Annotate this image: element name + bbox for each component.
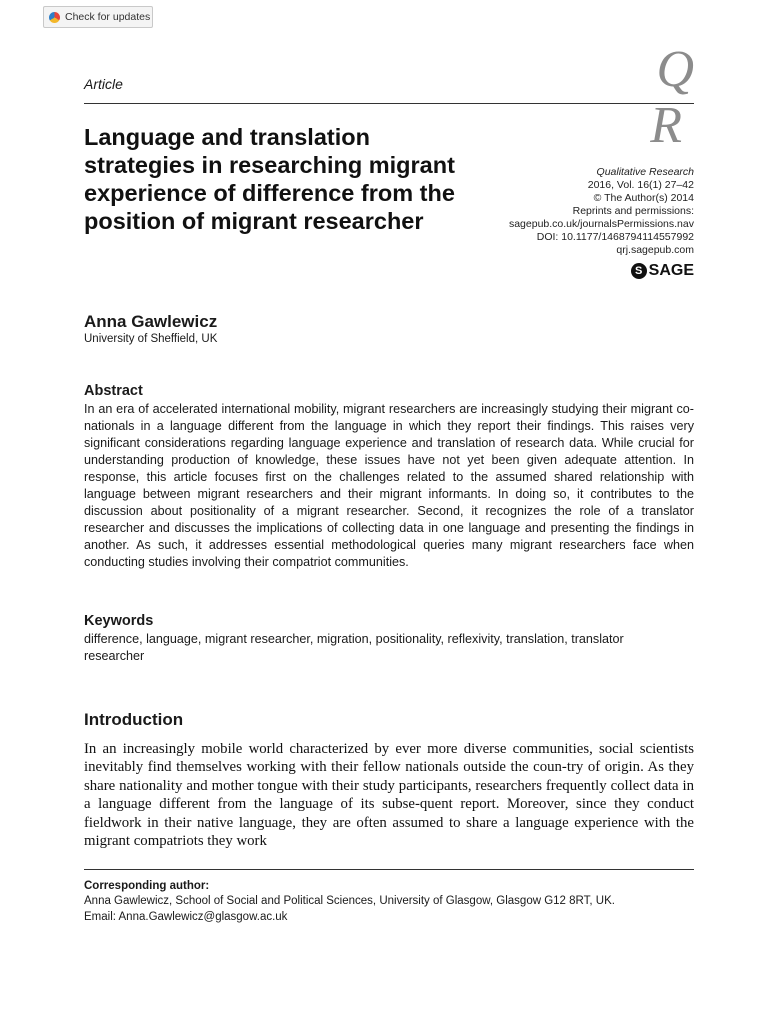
author-affiliation: University of Sheffield, UK	[84, 333, 218, 345]
journal-site-link[interactable]: qrj.sagepub.com	[616, 244, 694, 256]
footnote-divider	[84, 869, 694, 870]
header-divider	[84, 103, 694, 104]
publisher-name: SAGE	[648, 262, 694, 279]
journal-name: Qualitative Research	[596, 166, 694, 178]
journal-logo-r: R	[650, 97, 682, 154]
abstract-text: In an era of accelerated international mobility, migrant researchers are increasingly studying their migrant co-nationals in a language different from the language in which they report their findings. This raises very significant considerations regarding language experience and translation of research data. While crucial for understanding production of knowledge, these issues have not yet been given adequate attention. In response, this article focuses first on the challenges related to the assumed shared relationship with language between migrant researchers and their migrant informants. In doing so, it contributes to the discussion about positionality of a migrant researcher. Second, it recognizes the role of a translator researcher and discusses the implications of collecting data in one language and presenting the findings in another. As such, it addresses essential methodological queries many migrant researchers face when conducting studies involving their compatriot communities.	[84, 402, 694, 569]
author-name: Anna Gawlewicz	[84, 312, 218, 331]
corresponding-author-heading: Corresponding author:	[84, 880, 210, 892]
publisher-logo	[610, 262, 694, 280]
sage-logo-icon: S	[631, 263, 647, 279]
keywords-heading: Keywords	[84, 613, 154, 629]
journal-logo-q: Q	[656, 41, 694, 98]
journal-meta	[470, 166, 694, 257]
introduction-heading: Introduction	[84, 710, 184, 729]
corresponding-author-address: Anna Gawlewicz, School of Social and Political Sciences, University of Glasgow, Glasgow G12 8RT, UK.	[84, 895, 615, 907]
copyright: © The Author(s) 2014	[593, 192, 694, 204]
keywords-text: difference, language, migrant researcher, migration, positionality, reflexivity, translation, translator researcher	[84, 632, 624, 663]
check-for-updates-button[interactable]	[43, 6, 153, 28]
introduction-text: In an increasingly mobile world characterized by ever more diverse communities, social scientists inevitably find themselves working with their fellow nationals outside the coun-try of origin. As they share nationality and mother tongue with their study participants, researchers frequently collect data in a language different from the language of its subse-quent report. Moreover, since they conduct fieldwork in their native language, they are often assumed to share a language experience with the migrant compatriots they work	[84, 741, 694, 850]
article-type-label: Article	[84, 76, 123, 92]
crossmark-icon	[49, 12, 60, 23]
abstract-heading: Abstract	[84, 383, 143, 399]
journal-issue: 2016, Vol. 16(1) 27–42	[587, 179, 694, 191]
reprints-link[interactable]: sagepub.co.uk/journalsPermissions.nav	[508, 218, 694, 230]
reprints-label: Reprints and permissions:	[572, 205, 694, 217]
check-for-updates-label: Check for updates	[65, 11, 151, 23]
article-title: Language and translation strategies in researching migrant experience of difference from the position of migrant researcher	[84, 124, 455, 234]
corresponding-author-email[interactable]: Email: Anna.Gawlewicz@glasgow.ac.uk	[84, 911, 288, 923]
doi-link[interactable]: DOI: 10.1177/1468794114557992	[536, 231, 694, 243]
